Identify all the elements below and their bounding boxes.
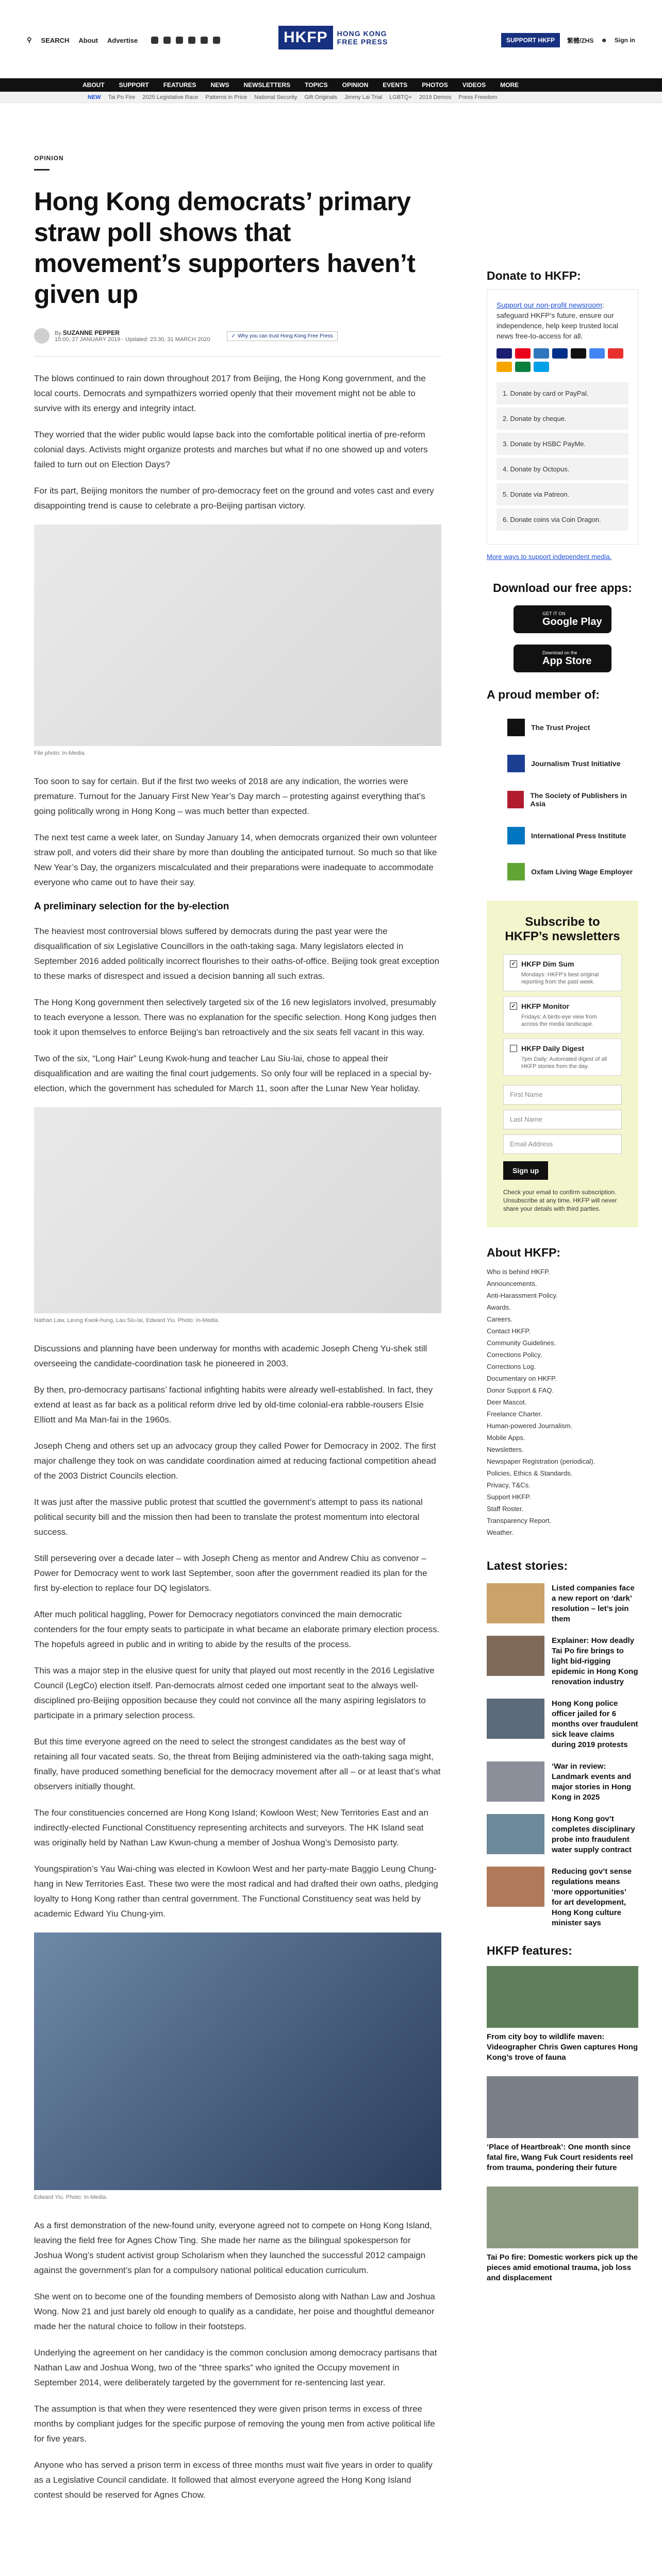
about-title: About HKFP: [487, 1246, 561, 1259]
checkbox-checked-icon[interactable]: ✓ [510, 1003, 517, 1010]
paragraph: Underlying the agreement on her candidacy is the common conclusion among democracy partisans that Nathan Law and Joshua Wong, two of the “three sparks” who ignited the Occupy movement in September 2014, were deliberately targeted by the government for re-sentencing last year. [34, 2348, 437, 2387]
amex-icon [534, 348, 549, 359]
story-title: Listed companies face a new report on ‘dark’ resolution – let’s join them [552, 1584, 635, 1623]
paypal-icon [552, 348, 568, 359]
nav-opinion[interactable]: OPINION [342, 81, 369, 89]
paragraph: Too soon to say for certain. But if the first two weeks of 2018 are any indication, the worries were premature. Turnout for the January First New Year’s Day march – protesting against everything that’s going politically wrong in Hong Kong – was much better than expected. [34, 776, 425, 816]
article-image-protest [34, 524, 441, 746]
about-link[interactable]: Human-powered Journalism. [487, 1422, 573, 1430]
article-image-legislators [34, 1107, 441, 1313]
about-link[interactable]: Contact HKFP. [487, 1327, 531, 1335]
social-icons [151, 37, 220, 44]
first-name-input[interactable]: First Name [503, 1085, 622, 1105]
about-link[interactable]: Anti-Harassment Policy. [487, 1292, 558, 1299]
article-category[interactable]: OPINION [34, 155, 64, 162]
author-name[interactable]: SUZANNE PEPPER [62, 329, 120, 336]
apple-big: App Store [542, 655, 592, 667]
paragraph: Youngspiration’s Yau Wai-ching was elected in Kowloon West and her party-mate Baggio Leung Chung-hang in New Territories East. These two were the most radical and had drafted their own oaths, pledging loyalty to Hong Kong rather than central government. The Functional Constituency seat was held by academic Edward Yiu Chung-yim. [34, 1864, 438, 1919]
linkedin-icon[interactable] [201, 37, 208, 44]
trust-badge[interactable] [227, 331, 338, 341]
author-prefix: By [55, 330, 61, 336]
paragraph: The assumption is that when they were resentenced they were given prison terms in excess of three months by compliant judges for the specific purpose of removing the young men from active political life for five years. [34, 2404, 435, 2444]
facebook-icon[interactable] [151, 37, 158, 44]
member-name: Journalism Trust Initiative [531, 759, 621, 768]
nav-photos[interactable]: PHOTOS [422, 81, 448, 89]
topic-link[interactable]: 2019 Demos [419, 94, 452, 100]
newsletter-name: HKFP Dim Sum [521, 960, 574, 968]
nav-newsletters[interactable]: NEWSLETTERS [243, 81, 291, 89]
about-link[interactable]: Documentary on HKFP. [487, 1375, 557, 1382]
feature-title: From city boy to wildlife maven: Videographer Chris Gwen captures Hong Kong’s trove of fauna [487, 2032, 638, 2062]
logo-line-1: HONG KONG [337, 29, 387, 38]
about-link[interactable]: Weather. [487, 1529, 514, 1536]
nav-videos[interactable]: VIDEOS [462, 81, 486, 89]
topic-link[interactable]: Patterns in Price [205, 94, 247, 100]
member-oxfam[interactable] [507, 858, 638, 885]
member-sopa[interactable] [507, 786, 638, 813]
divider [34, 356, 441, 357]
byline [34, 328, 441, 344]
category-rule [34, 169, 49, 171]
member-name: The Trust Project [531, 723, 590, 732]
unionpay-icon [608, 348, 623, 359]
byline-text [55, 329, 210, 343]
apple-small: Download on the [542, 650, 577, 655]
topic-link[interactable]: Gift Originals [304, 94, 337, 100]
feature-image [487, 2076, 638, 2138]
visa-icon [496, 348, 512, 359]
donate-option[interactable]: 5. Donate via Patreon. [496, 483, 628, 505]
topics-bar [0, 92, 662, 103]
trust-icon: ✓ [231, 333, 236, 339]
topic-link[interactable]: 2025 Legislative Race [142, 94, 198, 100]
nav-events[interactable]: EVENTS [383, 81, 408, 89]
subscribe-title: Subscribe to HKFP’s newsletters [505, 915, 620, 943]
donate-title: Donate to HKFP: [487, 269, 581, 282]
paragraph: The heaviest most controversial blows suffered by democrats during the past year were the disqualification of six Legislative Councillors in the oath-taking saga. Many legislators elected in September 2016 added politically incorrect flourishes to their oaths-of-office. Beijing took great exception to these marks of disrespect and issued a decision banning all such extras. [34, 926, 439, 981]
about-link[interactable]: Freelance Charter. [487, 1410, 542, 1418]
member-jti[interactable] [507, 750, 638, 777]
feature-title: Tai Po fire: Domestic workers pick up the pieces amid emotional trauma, job loss and displacement [487, 2253, 638, 2282]
site-logo[interactable] [278, 26, 388, 49]
trust-text: Why you can trust Hong Kong Free Press [238, 333, 333, 339]
about-list [487, 1266, 638, 1538]
language-switch[interactable]: 繁體/ZHS [567, 37, 594, 44]
about-link[interactable]: Privacy, T&Cs. [487, 1481, 531, 1489]
paragraph: The four constituencies concerned are Hong Kong Island; Kowloon West; New Territories East and an indirectly-elected Functional Constituency representing architects and surveyors. The HK Island seat was originally held by Nathan Law Kwun-chung a member of Joshua Wong’s Demosisto party. [34, 1808, 428, 1848]
newsletter-name: HKFP Monitor [521, 1002, 570, 1010]
feature-title: ‘Place of Heartbreak’: One month since fatal fire, Wang Fuk Court residents reel from trauma, pondering their future [487, 2143, 633, 2172]
nav-support[interactable]: SUPPORT [119, 81, 149, 89]
oxfam-icon [507, 863, 525, 880]
advertise-link[interactable]: Advertise [107, 36, 138, 44]
newsletter-option-dim-sum[interactable] [503, 954, 622, 991]
about-link[interactable]: Announcements. [487, 1280, 537, 1287]
sopa-icon [507, 791, 524, 808]
about-link[interactable]: Mobile Apps. [487, 1434, 525, 1442]
newsletter-desc: Fridays: A birds-eye view from across the media landscape. [521, 1014, 597, 1027]
author-avatar [34, 328, 49, 344]
latest-story[interactable] [487, 1867, 638, 1928]
member-name: International Press Institute [531, 832, 626, 840]
image-caption: Edward Yiu. Photo: In-Media. [34, 2194, 108, 2200]
instagram-icon[interactable] [176, 37, 183, 44]
mastercard-icon [515, 348, 531, 359]
donate-text-body: : safeguard HKFP’s future, ensure our independence, help keep trusted local news free-to-access for all. [496, 301, 618, 340]
email-input[interactable]: Email Address [503, 1134, 622, 1154]
youtube-icon[interactable] [188, 37, 195, 44]
applepay-icon [571, 348, 586, 359]
paragraph: Anyone who has served a prison term in excess of three months must wait five years in order to qualify as a Legislative Council candidate. It followed that almost everyone agreed the Hong Kong Island contest should be reserved for Agnes Chow. [34, 2460, 433, 2500]
alipay-icon [534, 362, 549, 372]
story-thumbnail [487, 1761, 544, 1802]
about-link[interactable]: Deer Mascot. [487, 1398, 527, 1406]
paragraph: The Hong Kong government then selectively targeted six of the 16 new legislators involved, presumably to teach everyone a lesson. There was no explanation for the specific selection. Hong Kong judges then took it upon themselves to enforce Beijing’s ban retroactively and the six seats fell vacant in this way. [34, 997, 437, 1037]
apps-title: Download our free apps: [493, 581, 632, 595]
about-link[interactable]: Corrections Log. [487, 1363, 536, 1370]
paragraph: It was just after the massive public protest that scuttled the government’s attempt to pass its national political security bill and the mission then had been to translate the protest momentum into electoral success. [34, 1497, 423, 1537]
paragraph: Still persevering over a decade later – with Joseph Cheng as mentor and Andrew Chiu as convenor – Power for Democracy went to work last September, soon after the government readied its plan for the first by-election to replace four DQ legislators. [34, 1553, 427, 1593]
jcb-icon [515, 362, 531, 372]
donate-option[interactable]: 2. Donate by cheque. [496, 408, 628, 430]
about-link[interactable]: Transparency Report. [487, 1517, 552, 1524]
paragraph: They worried that the wider public would lapse back into the comfortable political inertia of pre-reform colonial days. Activists might organize protests and marches but what if no one showed up and voters failed to turn out on Election Days? [34, 430, 428, 469]
story-thumbnail [487, 1583, 544, 1623]
story-thumbnail [487, 1867, 544, 1907]
about-link[interactable]: Awards. [487, 1303, 511, 1311]
support-button[interactable]: SUPPORT HKFP [501, 33, 560, 47]
main-nav [0, 78, 662, 92]
paragraph: For its part, Beijing monitors the number of pro-democracy feet on the ground and votes cast and every disappointing trend is cause to celebrate a pro-Beijing partisan victory. [34, 486, 434, 511]
topic-link[interactable]: LGBTQ+ [389, 94, 412, 100]
header-right [501, 33, 635, 47]
logo-text [337, 29, 388, 46]
latest-story[interactable] [487, 1814, 638, 1855]
nav-topics[interactable]: TOPICS [305, 81, 328, 89]
story-title: Hong Kong police officer jailed for 6 months over fraudulent sick leave claims during 2019 protests [552, 1699, 638, 1749]
donate-text [496, 300, 628, 341]
features-title: HKFP features: [487, 1944, 572, 1957]
about-link[interactable]: Newsletters. [487, 1446, 524, 1453]
topic-link[interactable]: Tai Po Fire [108, 94, 136, 100]
newsletter-name: HKFP Daily Digest [521, 1044, 584, 1053]
subscribe-box [487, 901, 638, 1227]
about-link[interactable]: Policies, Ethics & Standards. [487, 1469, 573, 1477]
payment-icons [496, 348, 628, 372]
topic-link[interactable]: National Security [254, 94, 297, 100]
discover-icon [496, 362, 512, 372]
feature-story[interactable] [487, 1966, 638, 2063]
paragraph: The blows continued to rain down throughout 2017 from Beijing, the Hong Kong government, and the local courts. Democrats and sympathizers worried openly that their movement might not be able to survive with its energy and integrity intact. [34, 374, 426, 413]
x-icon[interactable] [163, 37, 171, 44]
sidebar [487, 269, 638, 2297]
top-header [0, 0, 662, 77]
about-link[interactable]: Donor Support & FAQ. [487, 1386, 554, 1394]
feature-image [487, 1966, 638, 2028]
article-dates: 15:00, 27 JANUARY 2019 · Updated: 23:30, 31 MARCH 2020 [55, 336, 210, 343]
rss-icon[interactable] [213, 37, 220, 44]
about-link[interactable]: About [78, 36, 98, 44]
logo-mark: HKFP [278, 26, 333, 49]
header-left [27, 36, 220, 44]
latest-story[interactable] [487, 1636, 638, 1687]
image-caption: File photo: In-Media. [34, 750, 86, 756]
newsletter-desc: 7pm Daily: Automated digest of all HKFP stories from the day. [521, 1056, 607, 1070]
about-link[interactable]: Community Guidelines. [487, 1339, 556, 1347]
about-link[interactable]: Support HKFP. [487, 1493, 531, 1501]
paragraph: She went on to become one of the founding members of Demosisto along with Nathan Law and Joshua Wong. Now 21 and just barely old enough to qualify as a candidate, her poise and thoughtful demeanor made her the natural choice to follow in their footsteps. [34, 2292, 435, 2331]
google-small: GET IT ON [542, 611, 566, 616]
newsletter-option-monitor[interactable] [503, 996, 622, 1033]
nav-news[interactable]: NEWS [210, 81, 229, 89]
topic-link[interactable]: Jimmy Lai Trial [344, 94, 383, 100]
paragraph: After much political haggling, Power for Democracy negotiators convinced the main democratic contenders for the four empty seats to participate in what became an elaborate primary election process. The hopefuls agreed in public and in writing to abide by the results of the process. [34, 1609, 440, 1649]
paragraph: The next test came a week later, on Sunday January 14, when democrats organized their own volunteer straw poll, and voters did their share by more than doubling the anticipated turnout. So much so that like New Year’s Day, the organizers miscalculated and their preparations were inadequate to accommodate everyone who came out to have their say. [34, 833, 437, 887]
donate-link[interactable]: Support our non-profit newsroom [496, 301, 602, 309]
member-trust-project[interactable] [507, 714, 638, 741]
paragraph: Two of the six, “Long Hair” Leung Kwok-hung and teacher Lau Siu-lai, chose to appeal their disqualification and are waiting the final court judgements. So only four will be replaced in a special by-election, which the government has scheduled for March 11, soon after the Lunar New Year holiday. [34, 1054, 432, 1093]
image-caption: Nathan Law, Leung Kwok-hung, Lau Siu-lai, Edward Yiu. Photo: In-Media. [34, 1317, 220, 1324]
latest-story[interactable] [487, 1583, 638, 1624]
about-link[interactable]: Who is behind HKFP. [487, 1268, 550, 1276]
story-title: Explainer: How deadly Tai Po fire brings to light bid-rigging epidemic in Hong Kong renovation industry [552, 1636, 638, 1686]
subscribe-note: Check your email to confirm subscription. Unsubscribe at any time. HKFP will never share your details with third parties. [503, 1189, 617, 1212]
logo-line-2: FREE PRESS [337, 38, 388, 46]
paragraph: But this time everyone agreed on the need to select the strongest candidates as the best way of retaining all four vacated seats. So, the threat from Beijing administered via the oath-taking saga might, finally, have produced something beneficial for the democracy movement after all – or at least that’s what observers initially thought. [34, 1737, 441, 1791]
member-name: The Society of Publishers in Asia [530, 791, 627, 808]
nav-about[interactable]: ABOUT [82, 81, 105, 89]
members-title: A proud member of: [487, 688, 600, 701]
member-name: Oxfam Living Wage Employer [531, 868, 633, 876]
paragraph: By then, pro-democracy partisans’ factional infighting habits were already well-established. In fact, they extend at least as far back as a political reform drive led by old-time colonial-era rabble-rousers Elsie Elliott and Ma Man-fai in the 1960s. [34, 1385, 433, 1425]
google-big: Google Play [542, 616, 602, 628]
more-ways-link[interactable]: More ways to support independent media. [487, 553, 612, 561]
about-link[interactable]: Corrections Policy. [487, 1351, 542, 1359]
article-headline: Hong Kong democrats’ primary straw poll shows that movement’s supporters haven’t given up [34, 187, 416, 309]
donate-option[interactable]: 4. Donate by Octopus. [496, 458, 628, 480]
app-store-button[interactable] [514, 645, 611, 672]
donate-box [487, 289, 638, 545]
signup-button[interactable]: Sign up [503, 1161, 548, 1180]
about-link[interactable]: Newspaper Registration (periodical). [487, 1458, 595, 1465]
newsletter-option-daily[interactable] [503, 1039, 622, 1076]
trust-project-icon [507, 719, 525, 736]
story-thumbnail [487, 1699, 544, 1739]
checkbox-icon[interactable] [510, 1045, 517, 1052]
topic-link[interactable]: Press Freedom [458, 94, 498, 100]
donate-option[interactable]: 3. Donate by HSBC PayMe. [496, 433, 628, 455]
donate-option[interactable]: 1. Donate by card or PayPal. [496, 382, 628, 404]
paragraph: As a first demonstration of the new-found unity, everyone agreed not to compete on Hong Kong Island, leaving the field free for Agnes Chow Ting. She made her name as the bilingual spokesperson for Joshua Wong’s student activist group Scholarism when they launched the successful 2012 campaign against the government’s plan for a compulsory national political education curriculum. [34, 2221, 432, 2275]
paragraph: Discussions and planning have been underway for months with academic Joseph Cheng Yu-shek still overseeing the candidate-coordination task he pioneered in 2003. [34, 1344, 427, 1368]
about-link[interactable]: Careers. [487, 1315, 512, 1323]
story-title: Reducing gov’t sense regulations means ‘more opportunities’ for art development, Hong Kong culture minister says [552, 1867, 632, 1927]
googlepay-icon [589, 348, 605, 359]
nav-more[interactable]: MORE [500, 81, 519, 89]
feature-story[interactable] [487, 2076, 638, 2173]
newsletter-desc: Mondays: HKFP’s best original reporting from the past week. [521, 972, 599, 985]
checkbox-checked-icon[interactable]: ✓ [510, 960, 517, 968]
new-label: NEW [88, 94, 101, 100]
paragraph: Joseph Cheng and others set up an advocacy group they called Power for Democracy in 2002. The first major challenge they took on was candidate coordination aimed at reducing factional competition ahead of the 2003 District Councils election. [34, 1441, 436, 1481]
latest-title: Latest stories: [487, 1559, 568, 1572]
last-name-input[interactable]: Last Name [503, 1110, 622, 1129]
search-icon[interactable]: ⚲ [27, 36, 32, 44]
user-icon[interactable]: ☻ [601, 37, 607, 44]
about-link[interactable]: Staff Roster. [487, 1505, 524, 1513]
story-thumbnail [487, 1814, 544, 1854]
paragraph: This was a major step in the elusive quest for unity that played out most recently in the 2016 Legislative Council (LegCo) election itself. Pan-democrats almost ceded one important seat to the always well-disciplined pro-Beijing opposition because they could not convince all the many aspiring legislators to participate in a primary selection process. [34, 1666, 435, 1720]
story-title: ‘War in review: Landmark events and major stories in Hong Kong in 2025 [552, 1762, 632, 1802]
story-thumbnail [487, 1636, 544, 1676]
story-title: Hong Kong gov’t completes disciplinary probe into fraudulent water supply contract [552, 1815, 635, 1854]
feature-image [487, 2187, 638, 2248]
section-heading: A preliminary selection for the by-election [34, 901, 229, 912]
latest-story[interactable] [487, 1699, 638, 1750]
member-ipi[interactable] [507, 822, 638, 849]
search-link[interactable]: SEARCH [41, 36, 70, 44]
article [34, 155, 441, 2514]
article-image-edward-yiu [34, 1933, 441, 2190]
signin-link[interactable]: Sign in [615, 37, 635, 44]
nav-features[interactable]: FEATURES [163, 81, 196, 89]
feature-story[interactable] [487, 2187, 638, 2283]
jti-icon [507, 755, 525, 772]
ipi-icon [507, 827, 525, 844]
latest-story[interactable] [487, 1761, 638, 1803]
donate-option[interactable]: 6. Donate coins via Coin Dragon. [496, 509, 628, 531]
google-play-button[interactable] [514, 605, 611, 633]
